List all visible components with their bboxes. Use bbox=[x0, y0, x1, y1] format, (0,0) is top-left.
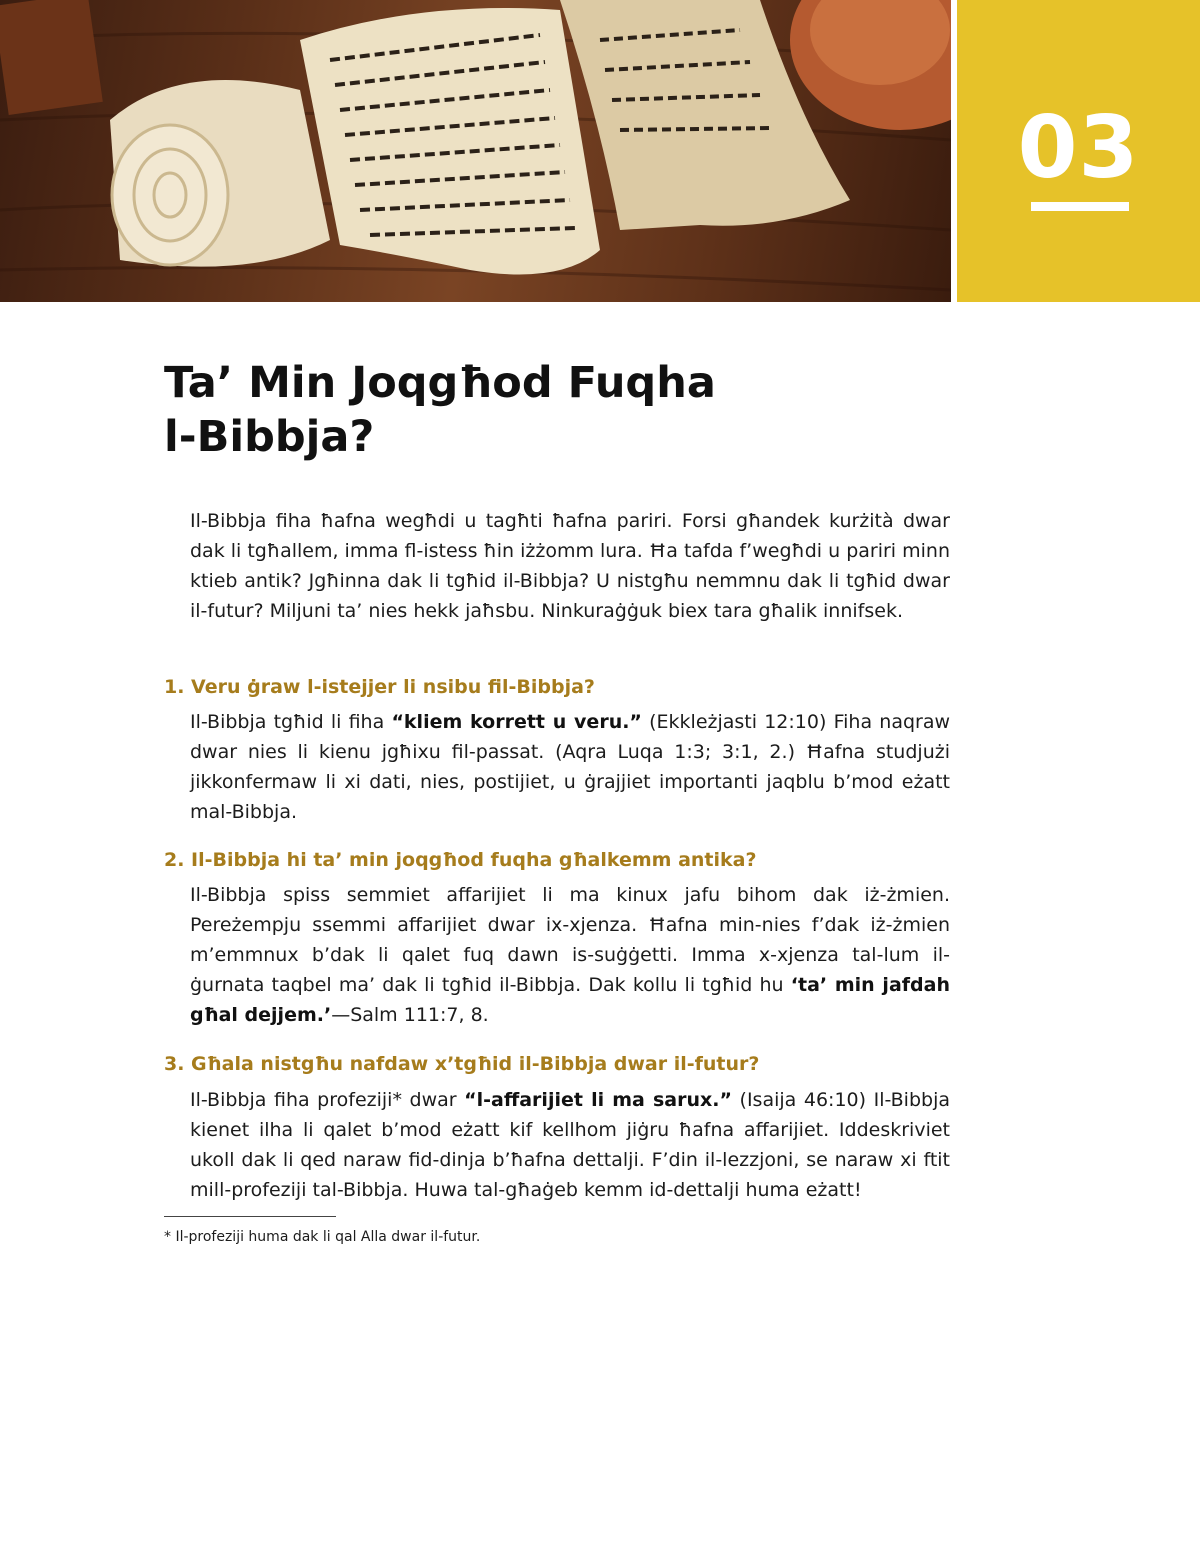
question-2: 2. Il-Bibbja hi ta’ min joqgħod fuqha għalkemm antika? bbox=[164, 849, 757, 871]
chapter-badge bbox=[957, 0, 1200, 302]
answer-2-quote: ‘ta’ min jafdah għal dejjem.’ bbox=[190, 974, 950, 1026]
answer-3-text-a: Il-Bibbja fiha profeziji* dwar bbox=[190, 1089, 465, 1111]
answer-1-text-b: (Ekkleżjasti 12:10) Fiha naqraw dwar nies li kienu jgħixu fil-passat. (Aqra Luqa 1:3; 3:1, 2.) Ħafna studjużi jikkonfermaw li xi dati, nies, postijiet, u ġrajjiet importanti jaqblu b’mod eżatt mal-Bibbja. bbox=[190, 711, 951, 823]
answer-1 bbox=[190, 707, 950, 827]
footnote: * Il-profeziji huma dak li qal Alla dwar il-futur. bbox=[164, 1229, 481, 1245]
scrolls-illustration bbox=[0, 0, 951, 302]
answer-2-text-b: —Salm 111:7, 8. bbox=[331, 1004, 489, 1026]
title-line-2: l-Bibbja? bbox=[164, 412, 375, 462]
answer-3-quote: “l-affarijiet li ma sarux.” bbox=[464, 1089, 732, 1111]
header-image bbox=[0, 0, 951, 302]
footnote-divider bbox=[164, 1216, 336, 1217]
title-line-1: Ta’ Min Joqgħod Fuqha bbox=[164, 358, 716, 408]
page-title bbox=[164, 356, 964, 464]
answer-3 bbox=[190, 1085, 950, 1205]
question-1: 1. Veru ġraw l-istejjer li nsibu fil-Bibbja? bbox=[164, 676, 595, 698]
answer-2 bbox=[190, 880, 950, 1030]
chapter-underline bbox=[1031, 202, 1129, 211]
answer-3-text-b: (Isaija 46:10) Il-Bibbja kienet ilha li qalet b’mod eżatt kif kellhom jiġru ħafna affarijiet. Iddeskriviet ukoll dak li qed naraw fid-dinja b’ħafna dettalji. F’din il-lezzjoni, se naraw xi ftit mill-profeziji tal-Bibbja. Huwa tal-għaġeb kemm id-dettalji huma eżatt! bbox=[190, 1089, 951, 1201]
answer-1-text-a: Il-Bibbja tgħid li fiha bbox=[190, 711, 392, 733]
answer-1-quote: “kliem korrett u veru.” bbox=[391, 711, 642, 733]
question-3: 3. Għala nistgħu nafdaw x’tgħid il-Bibbja dwar il-futur? bbox=[164, 1053, 760, 1075]
chapter-number: 03 bbox=[1017, 98, 1140, 198]
intro-paragraph: Il-Bibbja fiha ħafna wegħdi u tagħti ħafna pariri. Forsi għandek kurżità dwar dak li tgħallem, imma fl-istess ħin iżżomm lura. Ħa tafda f’wegħdi u pariri minn ktieb antik? Jgħinna dak li tgħid il-Bibbja? U nistgħu nemmnu dak li tgħid dwar il-futur? Miljuni ta’ nies hekk jaħsbu. Ninkuraġġuk biex tara għalik innifsek. bbox=[190, 510, 950, 622]
answer-2-text-a: Il-Bibbja spiss semmiet affarijiet li ma kinux jafu bihom dak iż-żmien. Pereżempju ssemmi affarijiet dwar ix-xjenza. Ħafna min-nies f’dak iż-żmien m’emmnux b’dak li qalet fuq dawn is-suġġetti. Imma x-xjenza tal-lum il-ġurnata taqbel ma’ dak li tgħid il-Bibbja. Dak kollu li tgħid hu bbox=[190, 884, 950, 996]
